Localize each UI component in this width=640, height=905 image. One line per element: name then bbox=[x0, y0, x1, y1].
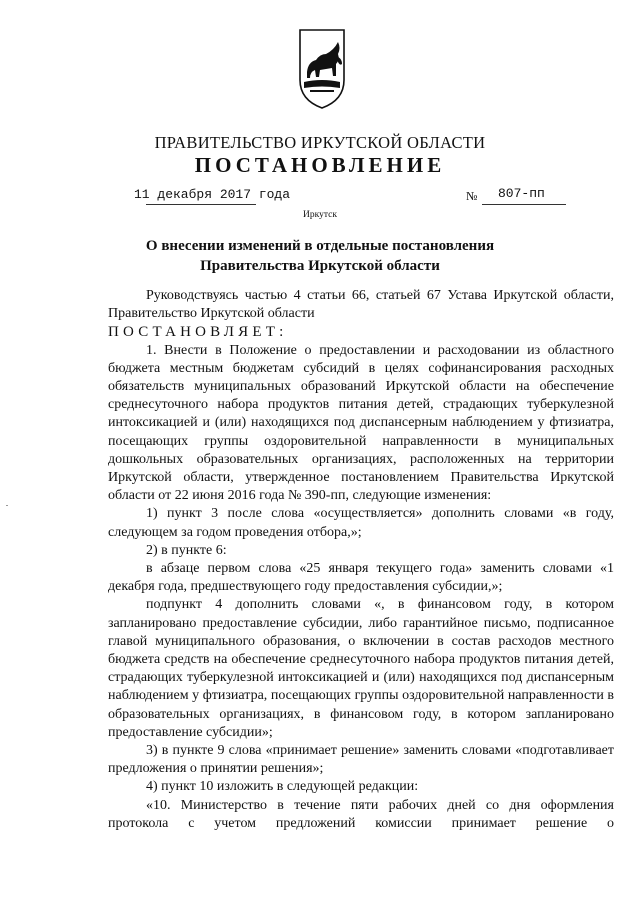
paragraph-3: 2) в пункте 6: bbox=[146, 542, 227, 558]
margin-mark bbox=[6, 505, 8, 506]
paragraph-2: 1) пункт 3 после слова «осуществляется» дополнить словами «в году, следующем за годом проведения отбора,»; bbox=[108, 506, 614, 540]
number-underline bbox=[482, 204, 566, 205]
date-underline bbox=[146, 204, 256, 205]
intro-paragraph: Руководствуясь частью 4 статьи 66, статьей 67 Устава Иркутской области, Правительство Иркутской области bbox=[108, 288, 614, 322]
document-number: 807-пп bbox=[498, 186, 545, 201]
paragraph-8: «10. Министерство в течение пяти рабочих дней со дня оформления протокола с учетом предложений комиссии принимает решение о bbox=[108, 797, 614, 831]
city: Иркутск bbox=[303, 210, 337, 220]
paragraph-6: 3) в пункте 9 слова «принимает решение» заменить словами «подготавливает предложения о принятии решения»; bbox=[108, 743, 614, 777]
paragraph-4: в абзаце первом слова «25 января текущего года» заменить словами «1 декабря года, предшествующего году предоставления субсидии,»; bbox=[108, 561, 614, 595]
document-date: 11 декабря 2017 года bbox=[134, 187, 291, 202]
paragraph-7: 4) пункт 10 изложить в следующей редакции: bbox=[146, 779, 419, 795]
irkutsk-coat-of-arms-icon bbox=[298, 28, 346, 110]
number-sign: № bbox=[466, 189, 478, 203]
paragraph-5: подпункт 4 дополнить словами «, в финансовом году, в котором запланировано предоставление субсидии, либо гарантийное письмо, подписанное главой муниципального образования, о включении в состав расходов местного бюджета средств на обеспечение среднесуточного набора продуктов питания детей, страдающих туберкулезной интоксикацией и (или) находящихся под диспансерным наблюдением у фтизиатра, посещающих группы оздоровительной направленности в образовательных организациях, в финансовом году, в котором запланировано предоставление субсидии»; bbox=[108, 597, 614, 740]
resolves-heading: ПОСТАНОВЛЯЕТ: bbox=[108, 324, 288, 341]
document-body bbox=[108, 287, 614, 833]
document-type: ПОСТАНОВЛЕНИЕ bbox=[194, 153, 446, 177]
government-name: ПРАВИТЕЛЬСТВО ИРКУТСКОЙ ОБЛАСТИ bbox=[154, 133, 486, 152]
paragraph-1: 1. Внести в Положение о предоставлении и расходовании из областного бюджета местным бюджетам субсидий в целях софинансирования расходных обязательств муниципальных образований Иркутской области на обеспечение среднесуточного набора продуктов питания детей, страдающих туберкулезной интоксикацией и (или) находящихся под диспансерным наблюдением у фтизиатра, посещающих группы оздоровительной направленности в муниципальных дошкольных образовательных организациях, расположенных на территории Иркутской области, утвержденное постановлением Правительства Иркутской области от 22 июня 2016 года № 390-пп, следующие изменения: bbox=[108, 342, 614, 504]
document-title: О внесении изменений в отдельные постановления Правительства Иркутской области bbox=[145, 238, 495, 274]
